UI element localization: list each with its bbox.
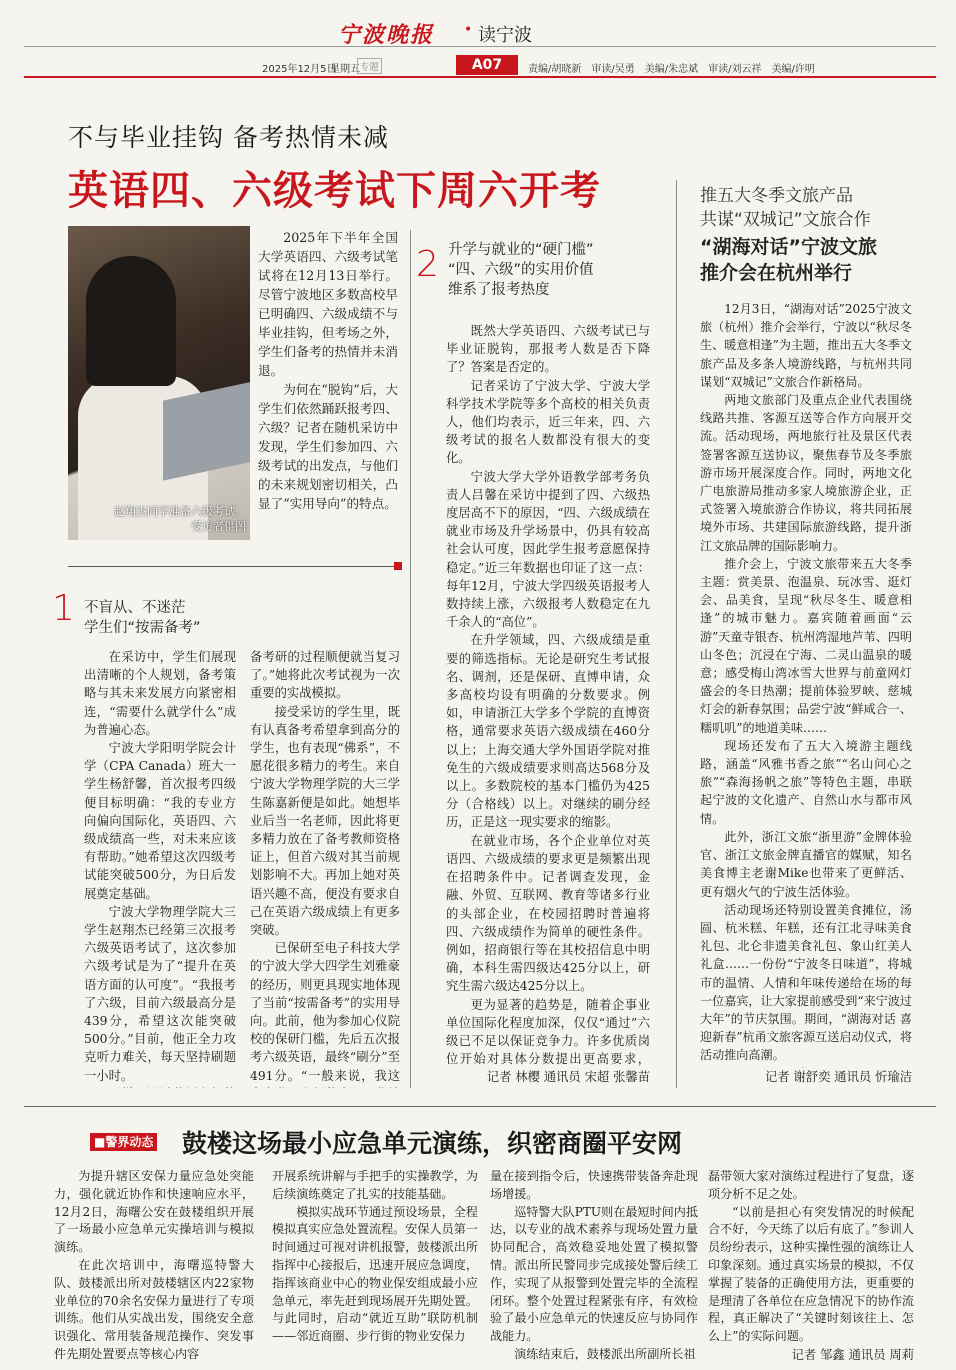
section-2-byline: 记者 林樱 通讯员 宋超 张馨苗 xyxy=(486,1070,650,1084)
body-paragraph xyxy=(84,1085,236,1088)
section-divider xyxy=(68,566,394,567)
masthead-red-rule xyxy=(24,76,936,78)
body-paragraph: 在采访中，学生们展现出清晰的个人规划，备考策略与其未来发展方向紧密相连，“需要什么就学什么”成为普遍心态。 xyxy=(84,650,236,737)
body-paragraph: 为提升辖区安保力量应急处突能力，强化就近协作和快速响应水平，12月2日，海曙公安在鼓楼组织开展了一场最小应急单元实操培训与模拟演练。 xyxy=(54,1169,254,1255)
sidebar-headline: “湖海对话”宁波文旅 推介会在杭州举行 xyxy=(700,236,877,284)
body-paragraph: 推介会上，宁波文旅带来五大冬季主题：赏美景、泡温泉、玩冰雪、逛灯会、品美食，呈现“秋尽冬生、暖意相逢”的城市魅力。嘉宾随着画面“云游”天童寺银杏、杭州湾湿地芦苇、四明山冬色；沉浸在宁海、二灵山温泉的暖意；感受梅山湾冰雪大世界与前童网灯盛会的冬日热潮；提前体验罗峡、慈城灯会的新春氛围；品尝宁波“鲜咸合一、糯叽叽”的地道美味…… xyxy=(700,556,912,735)
body-paragraph: 记者采访了宁波大学、宁波大学科学技术学院等多个高校的相关负责人，他们均表示，近三年来，四、六级考试的报名人数都没有很大的变化。 xyxy=(446,378,650,466)
section-1-title: 不盲从、不迷茫 学生们“按需备考” xyxy=(84,600,201,636)
intro-paragraph: 为何在“脱钩”后，大学生们依然踊跃报考四、六级？记者在随机采访中发现，学生们参加四、六级考试的出发点，与他们的未来规划密切相关，凸显了“实用导向”的特点。 xyxy=(258,382,398,511)
body-paragraph: 在此次培训中，海曙巡特警大队、鼓楼派出所对鼓楼辖区内22家物业单位的70余名安保力量进行了专项训练。他们从实战出发，围绕安全意识强化、常用装备规范操作、突发事件先期处置要点等核心内容 xyxy=(54,1257,254,1361)
police-column-1 xyxy=(54,1168,254,1364)
sidebar-kicker: 推五大冬季文旅产品 共谋“双城记”文旅合作 xyxy=(700,186,871,230)
page-number-badge: A07 xyxy=(456,55,518,75)
lead-kicker: 不与毕业挂钩 备考热情未减 xyxy=(68,123,389,152)
section-name: 读宁波 xyxy=(478,25,532,46)
body-paragraph: 更为显著的趋势是，随着企事业单位国际化程度加深，仅仅“通过”六级已不足以保证竞争力。许多优质岗位开始对具体分数提出更高要求， xyxy=(446,997,650,1066)
column-divider xyxy=(676,180,677,1088)
student-photo xyxy=(68,226,250,540)
newspaper-logo: 宁波晚报 xyxy=(338,22,435,48)
lead-intro xyxy=(258,228,398,548)
police-news-badge: ■警界动态 xyxy=(90,1133,157,1151)
body-paragraph: 活动现场还特别设置美食摊位，汤圆、杭米糕、年糕，还有江北寻味美食礼包、北仑非遗美食礼包、象山红美人礼盒……一份份“宁波冬日味道”，将城市的温情、人情和年味传递给在场的每一位嘉宾，让大家提前感受到“来宁波过大年”的节庆氛围。期间，“湖海对话 喜迎新春”杭甬文旅客源互送启动仪式，将活动推向高潮。 xyxy=(700,902,912,1063)
body-paragraph: 两地文旅部门及重点企业代表围绕线路共推、客源互送等合作方向展开交流。活动现场，两地旅行社及景区代表签署客源互送协议，聚焦春节及冬季旅游市场开展深度合作。同时，两地文化广电旅游局推动多家人境旅游企业，正式签署入境旅游合作协议，将共同拓展境外市场、共建国际旅游线路，提升浙江文旅品牌的国际影响力。 xyxy=(700,393,912,553)
section-2-number: 2 xyxy=(416,244,439,285)
section-1-column-a xyxy=(84,648,236,1088)
police-column-3 xyxy=(490,1168,698,1364)
body-paragraph: 现场还发布了五大入境游主题线路，涵盖“风雅书香之旅”“名山问心之旅”“森海扬帆之旅”等特色主题，串联起宁波的文化遗产、自然山水与都市风情。 xyxy=(700,738,912,826)
section-1-column-b xyxy=(250,648,400,1088)
intro-paragraph: 2025年下半年全国大学英语四、六级考试笔试将在12月13日举行。尽管宁波地区多数高校早已明确四、六级成绩不与毕业挂钩，但考场之外，学生们备考的热情并未消退。 xyxy=(258,230,398,378)
body-paragraph: 宁波大学阳明学院会计学（CPA Canada）班大一学生杨舒馨，首次报考四级便目标明确：“我的专业方向偏向国际化，英语四、六级成绩高一些，对未来应该有帮助。”她希望这次四级考试能突破500分，为日后发展奠定基础。 xyxy=(84,741,236,901)
police-byline: 记者 邹鑫 通讯员 周莉 xyxy=(791,1348,914,1362)
photo-caption: 赵翔杰同学准备六级考试。 受访者供图 xyxy=(114,505,246,533)
column-divider xyxy=(410,230,411,1088)
lead-headline: 英语四、六级考试下周六开考 xyxy=(68,168,601,214)
issue-weekday: 星期五 xyxy=(330,64,360,75)
body-paragraph: 量在接到指令后，快速携带装备奔赴现场增援。 xyxy=(490,1169,698,1201)
body-paragraph: 在就业市场，各个企业单位对英语四、六级成绩的要求更是频繁出现在招聘条件中。记者调查发现，金融、外贸、互联网、教育等诸多行业的头部企业，在校园招聘时普遍将四、六级成绩作为简单的硬性条件。例如，招商银行等在其校招信息中明确，本科生需四级达425分以上，研究生需六级达425分以上。 xyxy=(446,833,650,994)
section-2-title: 升学与就业的“硬门槛” “四、六级”的实用价值 维系了报考热度 xyxy=(448,242,594,298)
body-paragraph: 宁波大学物理学院大三学生赵翔杰已经第三次报考六级英语考试了，这次参加六级考试是为了“提升在英语方面的认可度”。“我报考了六级，目前六级最高分是439分，希望这次能突破500分。”目前，他正全力攻克听力难关，每天坚持刷题一小时。 xyxy=(84,904,236,1083)
editor-credits: 责编/胡晓新 审读/吴勇 美编/朱忠斌 审读/刘云祥 美编/许明 xyxy=(528,64,815,75)
body-paragraph: 12月3日，“湖海对话”2025宁波文旅（杭州）推介会举行，宁波以“秋尽冬生、暖意相逢”为主题，推出五大冬季文旅产品及多条人境游线路，与杭州共同谋划“双城记”文旅合作新格局。 xyxy=(700,302,912,389)
section-1-number: 1 xyxy=(52,588,75,629)
masthead-separator: • xyxy=(464,22,473,38)
body-paragraph: 宁波大学大学外语教学部考务负责人吕馨在采访中提到了四、六级热度居高不下的原因，“四、六级成绩在就业市场及升学场景中，仍具有较高社会认可度，因此学生报考意愿保持稳定。”近三年数据也印证了这一点：每年12月，宁波大学四级英语报考人数持续上涨，六级报考人数稳定在九千余人的“高位”。 xyxy=(446,469,650,630)
body-paragraph: 巡特警大队PTU则在最短时间内抵达，以专业的战术素养与现场处置力量协同配合，高效稳妥地处置了模拟警情。派出所民警同步完成接处警后续工作，实现了从报警到处置完毕的全流程闭环。整个处置过程紧张有序，有效检验了最小应急单元的快速反应与协同作战能力。 xyxy=(490,1204,698,1344)
body-paragraph: 在升学领域，四、六级成绩是重要的筛选指标。无论是研究生考试报名、调剂，还是保研、直博申请，众多高校均设有明确的分数要求。例如，申请浙江大学多个学院的直博资格，通常要求英语六级成绩在460分以上；上海交通大学外国语学院对推免生的六级成绩要求则高达568分及以上。多数院校的基本门槛仍为425分（合格线）以上。对继续的刷分经历，正是这一现实要求的缩影。 xyxy=(446,633,650,830)
body-paragraph: 此外，浙江文旅“浙里游”金牌体验官、浙江文旅金牌直播官的媒赋，知名美食博主老谢Mike也带来了更鲜活、更有烟火气的宁波生活体验。 xyxy=(700,829,912,899)
sidebar-body xyxy=(700,300,912,1068)
body-paragraph: 既然大学英语四、六级考试已与毕业证脱钩，那报考人数是否下降了？答案是否定的。 xyxy=(446,324,650,375)
issue-date: 2025年12月5日 xyxy=(262,64,337,75)
section-2-body xyxy=(446,322,650,1066)
masthead-rule xyxy=(24,46,936,47)
bottom-story-rule xyxy=(24,1106,936,1107)
sidebar-byline: 记者 谢舒奕 通讯员 忻瑜洁 xyxy=(765,1070,912,1084)
body-paragraph: 演练结束后，鼓楼派出所副所长祖 xyxy=(514,1346,696,1361)
police-headline: 鼓楼这场最小应急单元演练，织密商圈平安网 xyxy=(182,1129,683,1158)
body-paragraph: 接受采访的学生里，既有认真备考希望拿到高分的学生，也有表现“佛系”，不愿花很多精力的考生。来自宁波大学物理学院的大三学生陈嘉新便是如此。她想毕业后当一名老师，因此将更多精力放在了备考教师资格证上，但首六级对其当前规划影响不大。再加上她对英语兴趣不高，便没有要求自己在英语六级成绩上有更多突破。 xyxy=(250,704,400,938)
body-paragraph: 已保研至电子科技大学的宁波大学大四学生刘雅豪的经历，则更具现实地体现了当前“按需备考”的实用导向。此前，他为参加心仪院校的保研门槛，先后五次报考六级英语，最终“刷分”至491分。“一般来说，我这 xyxy=(250,941,400,1083)
body-paragraph: 开展系统讲解与手把手的实操教学，为后续演练奠定了扎实的技能基础。 xyxy=(272,1169,478,1201)
special-tag: 专题 xyxy=(357,58,382,74)
police-column-2 xyxy=(272,1168,478,1364)
body-paragraph: 磊带领大家对演练过程进行了复盘，逐项分析不足之处。 xyxy=(708,1169,914,1201)
body-paragraph: “以前是担心有突发情况的时候配合不好，今天练了以后有底了。”参训人员纷纷表示，这种实操性强的演练让人印象深刻。通过真实场景的模拟，不仅掌握了装备的正确使用方法，更重要的是理清了各单位在应急情况下的协作流程，真正解决了“关键时刻该往上、怎么上”的实际问题。 xyxy=(708,1204,914,1344)
police-column-4 xyxy=(708,1168,914,1346)
body-paragraph: 模拟实战环节通过预设场景，全程模拟真实应急处置流程。安保人员第一时间通过可视对讲机报警，鼓楼派出所指挥中心接报后，迅速开展应急调度，指挥该商业中心的物业保安组成最小应急单元，率先赶到现场展开先期处置。与此同时，启动“就近互助”联防机制——邻近商圈、步行街的物业安保力 xyxy=(272,1204,478,1344)
section-marker xyxy=(394,562,402,570)
body-paragraph: 备考研的过程顺便就当复习了。”她将此次考试视为一次重要的实战模拟。 xyxy=(250,650,400,701)
